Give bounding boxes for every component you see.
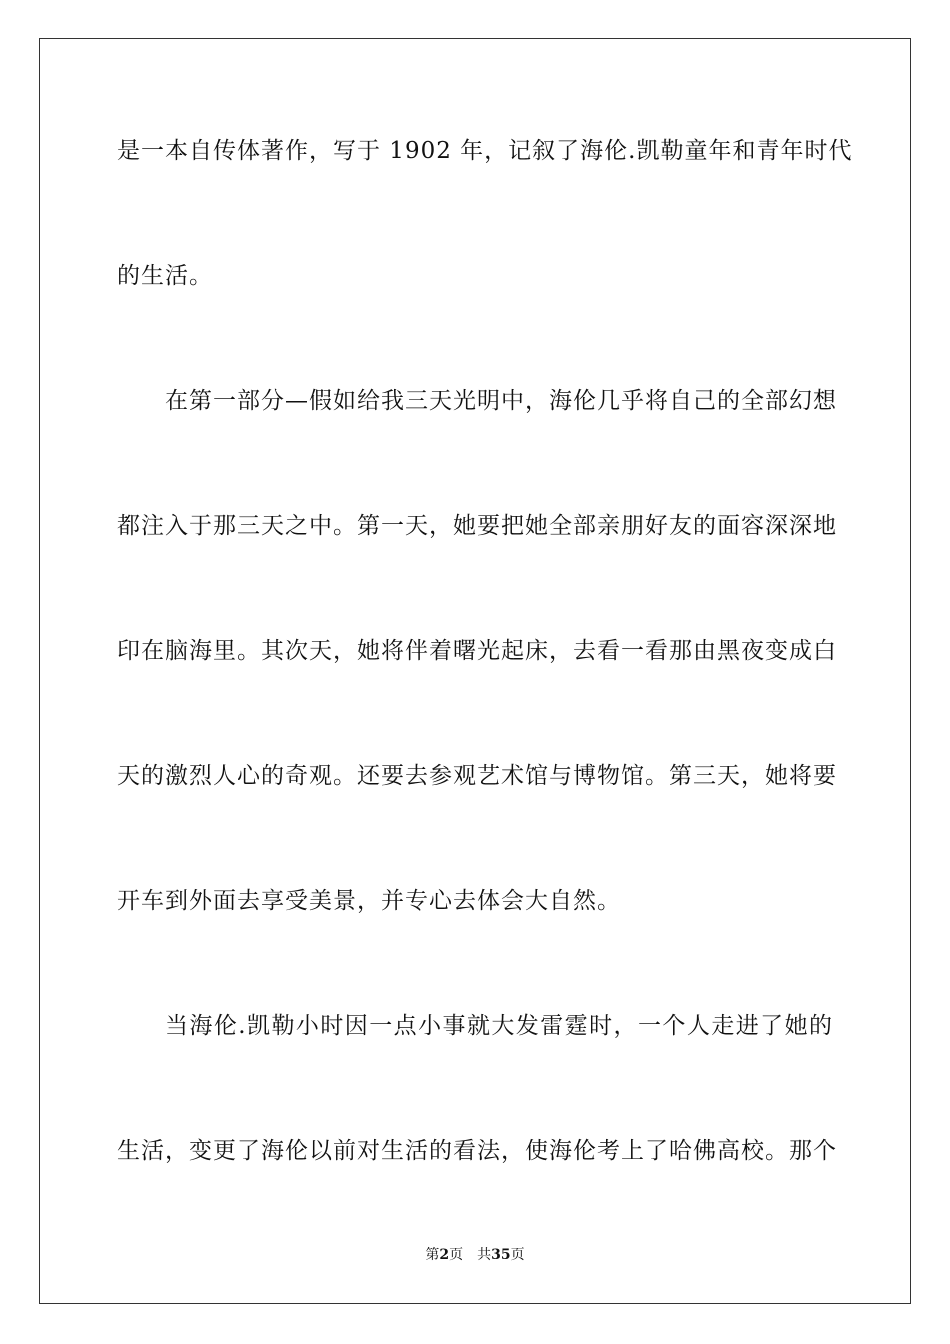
total-pages: 35 [491, 1247, 511, 1263]
body-text-line: 都注入于那三天之中。第一天，她要把她全部亲朋好友的面容深深地 [117, 513, 837, 539]
page-number: 2 [439, 1247, 450, 1263]
body-text-line: 是一本自传体著作，写于 1902 年，记叙了海伦.凯勒童年和青年时代 [117, 138, 853, 164]
page-border [39, 38, 911, 1304]
body-text-line: 在第一部分—假如给我三天光明中，海伦几乎将自己的全部幻想 [165, 388, 837, 414]
body-text-line: 当海伦.凯勒小时因一点小事就大发雷霆时，一个人走进了她的 [165, 1013, 833, 1039]
body-text-line: 天的激烈人心的奇观。还要去参观艺术馆与博物馆。第三天，她将要 [117, 763, 837, 789]
page-footer [0, 1246, 950, 1264]
page-suffix: 页 [449, 1247, 464, 1263]
page-prefix: 第 [425, 1247, 440, 1263]
total-suffix: 页 [510, 1247, 525, 1263]
total-prefix: 共 [477, 1247, 492, 1263]
body-text-line: 开车到外面去享受美景，并专心去体会大自然。 [117, 888, 621, 914]
body-text-line: 的生活。 [117, 263, 213, 289]
body-text-line: 印在脑海里。其次天，她将伴着曙光起床，去看一看那由黑夜变成白 [117, 638, 837, 664]
body-text-line: 生活，变更了海伦以前对生活的看法，使海伦考上了哈佛高校。那个 [117, 1138, 837, 1164]
